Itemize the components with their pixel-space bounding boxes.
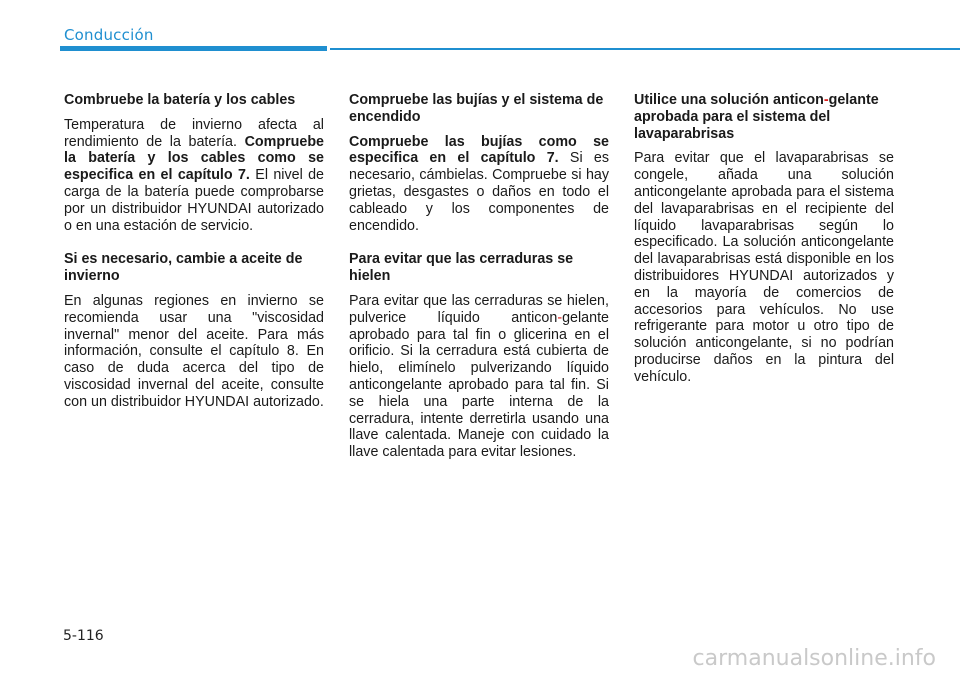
heading-battery: Combruebe la batería y los cables	[64, 92, 296, 108]
spark-text-rest: Si es necesario, cámbielas. Compruebe si hay grietas, desgastes o daños en todo el cableado y los componentes de encendido.	[349, 150, 610, 234]
locks-text-a: Para evitar que las cerraduras se hielen, pulverice líquido anticon	[349, 292, 609, 326]
paragraph-spark-plugs	[349, 134, 609, 235]
column-2	[349, 92, 609, 461]
washer-heading-a: Utilice una solución anticon	[634, 92, 824, 108]
section-title: Conducción	[64, 26, 154, 44]
heading-washer	[634, 92, 894, 142]
washer-heading-b: gelante aprobada para el sistema del lavaparabrisas	[634, 92, 879, 142]
paragraph-battery	[64, 117, 324, 235]
page-number: 5-116	[63, 628, 104, 644]
watermark: carmanualsonline.info	[692, 646, 936, 671]
column-3	[634, 92, 894, 386]
paragraph-locks	[349, 293, 609, 461]
locks-hyphen: -	[557, 309, 563, 326]
paragraph-winter-oil: En algunas regiones en invierno se recomienda usar una "viscosidad invernal" menor del aceite. Para más información, consulte el capítulo 8. En caso de duda acerca del tipo de viscosidad invernal del aceite, consulte con un distribuidor HYUNDAI autorizado.	[64, 292, 324, 410]
heading-winter-oil: Si es necesario, cambie a aceite de invierno	[64, 251, 303, 285]
paragraph-washer: Para evitar que el lavaparabrisas se congele, añada una solución anticongelante aprobada para el sistema del lavaparabrisas en el recipiente del líquido lavaparabrisas según lo especificado. La solución anticongelante del lavaparabrisas está disponible en los distribuidores HYUNDAI autorizados y en la mayoría de comercios de accesorios para vehículos. No use refrigerante para motor u otro tipo de solución anticongelante, si no podrían producirse daños en la pintura del vehículo.	[634, 150, 894, 385]
header-rule-thick	[60, 46, 327, 51]
battery-text-bold: Compruebe la batería y los cables como se especifica en el capítulo 7.	[64, 133, 324, 184]
column-1	[64, 92, 324, 411]
washer-hyphen: -	[823, 92, 829, 108]
heading-spark-plugs: Compruebe las bujías y el sistema de encendido	[349, 92, 604, 125]
heading-locks: Para evitar que las cerraduras se hielen	[349, 251, 574, 285]
locks-text-b: gelante aprobado para tal fin o glicerina en el orificio. Si la cerradura está cubierta de hielo, elimínelo pulverizando líquido anticongelante aprobado para tal fin. Si se hiela una parte interna de la cerradura, intente derretirla usando una llave calentada. Maneje con cuidado la llave calentada para evitar lesiones.	[349, 309, 609, 461]
battery-text-intro: Temperatura de invierno afecta al rendimiento de la batería.	[64, 116, 324, 150]
spark-text-bold: Compruebe las bujías como se especifica en el capítulo 7.	[349, 133, 609, 167]
header-rule-thin	[330, 48, 960, 50]
battery-text-rest: El nivel de carga de la batería puede comprobarse por un distribuidor HYUNDAI autorizado o en una estación de servicio.	[64, 167, 325, 234]
